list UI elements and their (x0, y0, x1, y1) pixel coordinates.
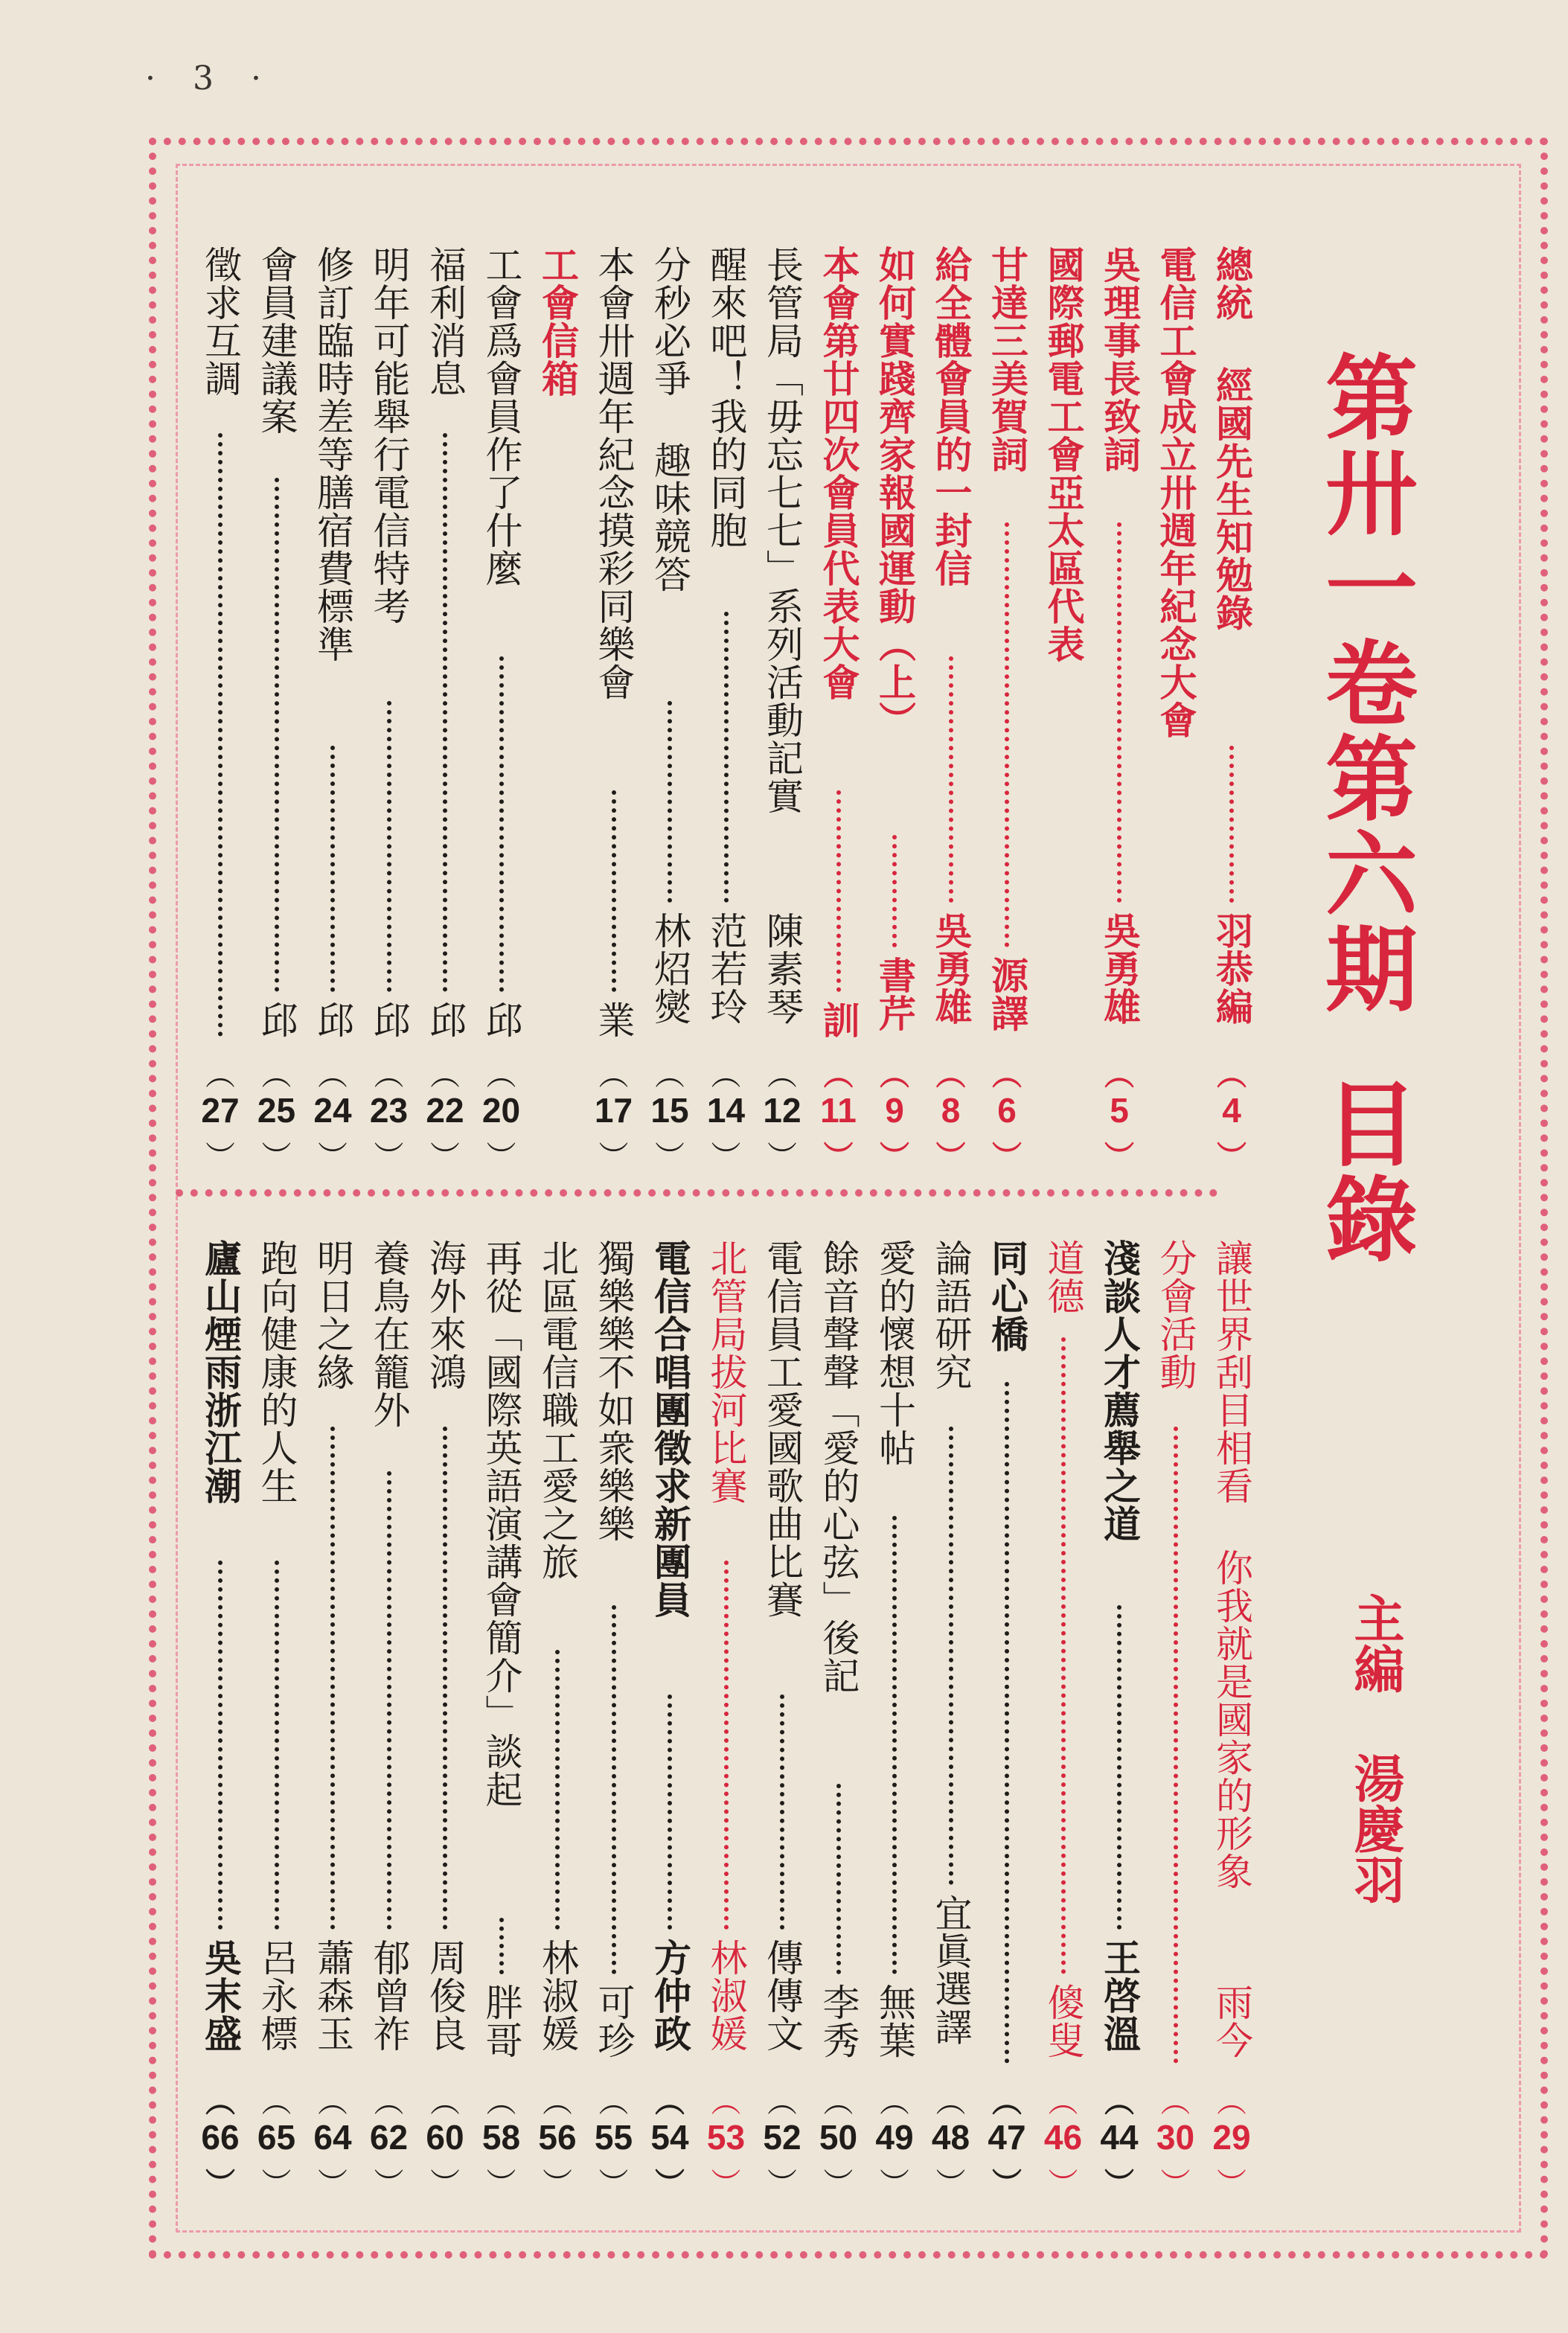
editor-name: 湯慶羽 (1345, 1753, 1405, 1904)
paren-close: ︶ (655, 2166, 685, 2201)
toc-entry-page: 22 (426, 1091, 464, 1130)
toc-entry[interactable] (1150, 246, 1202, 1202)
paren-open: ︵ (992, 1057, 1022, 1092)
paren-close: ︶ (823, 1139, 854, 1174)
toc-entry-page: 20 (481, 1091, 521, 1130)
dot-leader (612, 1605, 616, 1974)
toc-entry-title: 長管局「毋忘七七」系列活動記實 (761, 246, 804, 815)
toc-entry[interactable] (700, 1239, 752, 2229)
toc-entry-title: 吳理事長致詞 (1098, 246, 1142, 473)
paren-close: ︶ (880, 2167, 909, 2201)
toc-entry[interactable] (644, 246, 696, 1202)
toc-entry[interactable] (194, 1239, 246, 2229)
paren-open: ︵ (430, 2085, 460, 2119)
paren-open: ︵ (880, 1057, 909, 1092)
toc-entry-page: 54 (650, 2118, 689, 2157)
paren-open: ︵ (374, 1058, 404, 1092)
toc-entry-page: 55 (594, 2118, 633, 2157)
toc-entry-page: 46 (1043, 2118, 1083, 2157)
dot-leader (275, 1561, 279, 1930)
paren-close: ︶ (374, 2167, 404, 2201)
paren-close: ︶ (318, 2167, 348, 2201)
paren-open: ︵ (261, 2085, 292, 2119)
toc-entry-author: 吳末盛 (199, 1939, 243, 2052)
paren-close: ︶ (655, 1140, 685, 1174)
toc-entry[interactable] (756, 1239, 808, 2229)
dot-leader (218, 1561, 223, 1930)
toc-entry-page: 60 (426, 2118, 464, 2157)
toc-entry-author: 無葉 (873, 1983, 916, 2059)
toc-entry-page: 4 (1222, 1091, 1241, 1130)
paren-open: ︵ (318, 1058, 348, 1092)
toc-entry-page: 24 (313, 1091, 352, 1130)
toc-entry-page: 66 (201, 2118, 240, 2157)
paren-close: ︶ (1217, 1139, 1247, 1174)
toc-entry-page: 44 (1100, 2118, 1139, 2157)
toc-entry-page: 23 (369, 1091, 409, 1130)
toc-entry-author: 羽恭編 (1210, 912, 1254, 1025)
paren-open: ︵ (318, 2085, 348, 2119)
toc-entry[interactable] (194, 246, 246, 1202)
toc-entry-page: 15 (650, 1091, 689, 1130)
toc-entry[interactable] (588, 246, 640, 1202)
paren-open: ︵ (823, 1057, 854, 1092)
toc-entry[interactable] (1150, 1239, 1202, 2229)
dot-leader (499, 1918, 504, 1974)
toc-entry-title: 同心橋 (985, 1239, 1029, 1353)
dot-leader (330, 746, 335, 992)
toc-entry[interactable] (925, 246, 977, 1202)
dot-leader (949, 1427, 953, 1885)
toc-entry-author: 呂永標 (255, 1939, 298, 2052)
toc-entry-author: 邱 (423, 1001, 467, 1039)
paren-close: ︶ (1217, 2167, 1247, 2201)
toc-entry[interactable] (363, 246, 415, 1202)
toc-entry[interactable] (476, 246, 528, 1202)
paren-close: ︶ (935, 2167, 966, 2201)
toc-entry-page: 5 (1110, 1091, 1129, 1130)
toc-entry-author: 邱 (367, 1001, 411, 1039)
paren-close: ︶ (767, 1140, 797, 1174)
paren-open: ︵ (767, 1058, 797, 1092)
dot-leader (387, 1471, 391, 1930)
page-number: · 3 · (145, 60, 275, 97)
contents-heading: 目錄 (1310, 1076, 1418, 1267)
dot-leader (836, 1784, 841, 1974)
toc-entry-title: 分會活動 (1153, 1239, 1197, 1391)
toc-entry-title: 海外來鴻 (423, 1239, 467, 1391)
toc-entry-page: 6 (997, 1091, 1017, 1130)
toc-entry[interactable] (1093, 1239, 1145, 2229)
toc-entry-title: 跑向健康的人生 (255, 1239, 298, 1505)
toc-entry-title: 甘達三美賀詞 (985, 246, 1029, 473)
paren-open: ︵ (1217, 1057, 1247, 1092)
toc-entry[interactable] (531, 246, 583, 1202)
toc-entry[interactable] (1206, 1239, 1258, 2229)
dot-leader (499, 656, 504, 992)
toc-entry-page: 9 (885, 1091, 904, 1130)
toc-entry-page: 48 (931, 2118, 970, 2157)
toc-entry-title: 醒來吧！我的同胞 (704, 246, 748, 549)
toc-entry-author: 陳素琴 (761, 912, 804, 1025)
paren-close: ︶ (992, 1139, 1022, 1174)
toc-entry-title: 電信工會成立卅週年紀念大會 (1153, 246, 1198, 739)
toc-entry-page: 14 (706, 1091, 746, 1130)
paren-close: ︶ (486, 1140, 516, 1174)
toc-entry-page: 11 (820, 1091, 857, 1130)
toc-entry-author: 周俊良 (423, 1939, 467, 2052)
toc-entry-page: 17 (594, 1091, 633, 1130)
toc-entry-title: 電信員工愛國歌曲比賽 (761, 1239, 804, 1619)
paren-close: ︶ (486, 2167, 516, 2201)
paren-open: ︵ (598, 1058, 629, 1092)
dot-leader (218, 433, 223, 1037)
toc-entry[interactable] (1206, 246, 1258, 1202)
editor-label: 主編 (1345, 1593, 1405, 1694)
toc-entry-title: 北區電信職工愛之旅 (536, 1239, 579, 1581)
toc-entry-title: 愛的懷想十帖 (873, 1239, 916, 1467)
dot-leader (612, 790, 616, 992)
dot-leader (387, 701, 391, 992)
toc-entry[interactable] (756, 246, 808, 1202)
paren-close: ︶ (543, 2167, 572, 2201)
toc-entry-page: 53 (706, 2118, 746, 2157)
paren-close: ︶ (430, 2167, 460, 2201)
toc-entry-title: 明日之緣 (311, 1239, 354, 1391)
toc-entry-title: 讓世界刮目相看 你我就是國家的形象 (1210, 1239, 1253, 1890)
toc-entry[interactable] (307, 1239, 359, 2229)
toc-entry-author: 范若玲 (704, 912, 748, 1025)
paren-open: ︵ (823, 2085, 854, 2119)
toc-entry-author: 王啓溫 (1098, 1939, 1142, 2052)
toc-entry[interactable] (419, 1239, 471, 2229)
toc-entry-page: 49 (875, 2118, 914, 2157)
toc-entry-author: 宜眞選譯 (929, 1894, 973, 2046)
paren-close: ︶ (935, 1139, 966, 1174)
toc-entry-author: 林淑媛 (536, 1939, 579, 2052)
paren-open: ︵ (655, 2084, 685, 2119)
toc-entry-author: 邱 (255, 1001, 298, 1039)
toc-entry-title: 分秒必爭 趣味競答 (648, 246, 691, 593)
toc-entry[interactable] (363, 1239, 415, 2229)
toc-entry-author: 郁曾祚 (367, 1939, 411, 2052)
paren-close: ︶ (374, 1140, 404, 1174)
toc-entry[interactable] (1093, 246, 1145, 1202)
dot-leader (892, 835, 897, 947)
toc-entry-title: 本會卅週年紀念摸彩同樂會 (592, 246, 636, 701)
toc-entry-page: 62 (369, 2118, 409, 2157)
paren-open: ︵ (374, 2085, 404, 2119)
dot-leader (836, 790, 841, 992)
paren-close: ︶ (1104, 1139, 1134, 1174)
paren-close: ︶ (823, 2167, 854, 2201)
toc-entry[interactable] (1037, 1239, 1089, 2229)
paren-close: ︶ (318, 1140, 348, 1174)
toc-entry[interactable] (419, 246, 471, 1202)
toc-entry-page: 30 (1156, 2118, 1195, 2157)
toc-entry-title: 工會信箱 (536, 246, 580, 397)
toc-entry-title: 道德 (1041, 1239, 1085, 1315)
paren-open: ︵ (598, 2085, 629, 2119)
paren-close: ︶ (261, 2167, 292, 2201)
paren-open: ︵ (935, 2085, 966, 2119)
toc-entry[interactable] (476, 1239, 528, 2229)
toc-entry-author: 傳傳文 (761, 1939, 804, 2052)
toc-entry-title: 會員建議案 (255, 246, 298, 435)
paren-close: ︶ (711, 1140, 741, 1174)
toc-entry-author: 書芹 (873, 956, 917, 1032)
toc-entry[interactable] (531, 1239, 583, 2229)
toc-entry-page: 56 (538, 2118, 577, 2157)
toc-entry[interactable] (813, 1239, 865, 2229)
paren-open: ︵ (935, 1057, 966, 1092)
paren-open: ︵ (1104, 1057, 1134, 1092)
dot-leader (1005, 1382, 1009, 2064)
toc-entry-page: 65 (257, 2118, 296, 2157)
toc-entry-title: 總統 經國先生知勉錄 (1210, 246, 1254, 632)
toc-entry[interactable] (307, 246, 359, 1202)
paren-open: ︵ (767, 2085, 797, 2119)
toc-entry-title: 電信合唱團徵求新團員 (648, 1239, 692, 1619)
dot-leader (1174, 1427, 1178, 2064)
dot-leader (668, 1694, 672, 1930)
toc-entry-author: 李秀 (816, 1983, 860, 2059)
dot-leader (330, 1427, 335, 1930)
toc-entry-author: 林淑媛 (704, 1939, 748, 2052)
toc-entry-author: 方仲政 (648, 1939, 692, 2052)
toc-entry-author: 雨今 (1210, 1983, 1253, 2059)
paren-open: ︵ (655, 1058, 685, 1092)
toc-entry-author: 吳勇雄 (929, 912, 973, 1025)
toc-entry-author: 蕭森玉 (311, 1939, 354, 2052)
toc-entry-title: 給全體會員的一封信 (929, 246, 973, 587)
toc-entry-title: 再從「國際英語演講會簡介」談起 (479, 1239, 523, 1808)
dot-leader (1117, 522, 1121, 903)
dot-leader (724, 612, 729, 903)
paren-open: ︵ (880, 2085, 909, 2119)
issue-title (1310, 350, 1418, 1317)
toc-entry-author: 源譯 (985, 956, 1029, 1032)
dot-leader (1229, 746, 1234, 903)
dot-leader (1117, 1605, 1121, 1930)
paren-open: ︵ (711, 2085, 741, 2119)
toc-entry-author: 傻叟 (1041, 1983, 1085, 2059)
paren-open: ︵ (992, 2084, 1022, 2119)
paren-open: ︵ (711, 1058, 741, 1092)
toc-entry-author: 訓 (816, 1001, 861, 1039)
toc-entry-author: 邱 (311, 1001, 354, 1039)
paren-close: ︶ (992, 2166, 1022, 2201)
toc-entry-page: 29 (1212, 2118, 1251, 2157)
paren-open: ︵ (205, 2084, 235, 2119)
toc-entry-title: 工會爲會員作了什麼 (479, 246, 523, 587)
paren-close: ︶ (430, 1140, 460, 1174)
paren-close: ︶ (880, 1139, 909, 1174)
dot-leader (1061, 1337, 1066, 1974)
toc-entry[interactable] (813, 246, 865, 1202)
toc-entry-page: 47 (988, 2118, 1026, 2157)
paren-close: ︶ (1104, 2166, 1134, 2201)
paren-close: ︶ (598, 2167, 629, 2201)
toc-entry-title: 淺談人才薦舉之道 (1098, 1239, 1142, 1543)
toc-entry-page: 52 (763, 2118, 801, 2157)
dot-leader (275, 478, 279, 992)
toc-entry-page: 27 (201, 1091, 240, 1130)
paren-open: ︵ (205, 1058, 235, 1092)
dot-leader (949, 656, 953, 903)
toc-entry-page: 25 (257, 1091, 296, 1130)
paren-open: ︵ (486, 1058, 516, 1092)
dot-leader (443, 1427, 447, 1930)
toc-entry[interactable] (981, 246, 1033, 1202)
paren-open: ︵ (1217, 2085, 1247, 2119)
paren-close: ︶ (261, 1140, 292, 1174)
issue-volume-title: 第卅一卷第六期 (1310, 350, 1418, 1017)
toc-entry-title: 北管局拔河比賽 (704, 1239, 748, 1505)
toc-entry[interactable] (868, 1239, 921, 2229)
dot-leader (668, 701, 672, 903)
toc-entry-page: 12 (763, 1091, 801, 1130)
toc-entry-page: 64 (313, 2118, 352, 2157)
toc-entry-title: 福利消息 (423, 246, 467, 397)
toc-entry-title: 獨樂樂不如衆樂樂 (592, 1239, 636, 1543)
toc-entry-title: 徵求互調 (199, 246, 242, 397)
dot-leader (892, 1516, 897, 1974)
paren-close: ︶ (205, 2166, 235, 2201)
toc-entry[interactable] (251, 1239, 303, 2229)
paren-close: ︶ (598, 1140, 629, 1174)
toc-entry[interactable] (644, 1239, 696, 2229)
toc-entry-title: 本會第廿四次會員代表大會 (816, 246, 861, 701)
paren-close: ︶ (205, 1140, 235, 1174)
paren-open: ︵ (1048, 2085, 1078, 2119)
paren-open: ︵ (486, 2085, 516, 2119)
dot-leader (780, 1694, 784, 1930)
dot-leader (724, 1561, 729, 1930)
toc-entry-title: 論語研究 (929, 1239, 973, 1391)
paren-close: ︶ (767, 2167, 797, 2201)
toc-entry-title: 如何實踐齊家報國運動（上） (873, 246, 917, 739)
paren-open: ︵ (1160, 2085, 1191, 2119)
toc-entry[interactable] (1037, 246, 1089, 1202)
toc-entry-page: 8 (941, 1091, 961, 1130)
toc-entry-page: 50 (819, 2118, 858, 2157)
toc-entry-author: 吳勇雄 (1098, 912, 1142, 1025)
toc-entry[interactable] (588, 1239, 640, 2229)
toc-entry-title: 餘音聲聲「愛的心弦」後記 (816, 1239, 860, 1694)
toc-entry-author: 可珍 (592, 1983, 636, 2059)
paren-close: ︶ (1160, 2167, 1191, 2201)
dot-leader (555, 1650, 560, 1930)
paren-open: ︵ (1104, 2084, 1134, 2119)
dot-leader (443, 433, 447, 992)
toc-entry[interactable] (868, 246, 921, 1202)
dot-leader (1005, 522, 1009, 947)
paren-open: ︵ (261, 1058, 292, 1092)
toc-entry-title: 明年可能舉行電信特考 (367, 246, 411, 625)
paren-close: ︶ (711, 2167, 741, 2201)
toc-entry-title: 養鳥在籠外 (367, 1239, 411, 1429)
paren-open: ︵ (543, 2085, 572, 2119)
toc-entry-author: 邱 (479, 1001, 523, 1039)
toc-entry-title: 廬山煙雨浙江潮 (199, 1239, 243, 1505)
paren-open: ︵ (430, 1058, 460, 1092)
toc-entry-title: 國際郵電工會亞太區代表 (1041, 246, 1086, 663)
paren-close: ︶ (1048, 2167, 1078, 2201)
toc-entry-author: 胖哥 (479, 1983, 523, 2059)
toc-entry-author: 林炤爕 (648, 912, 691, 1025)
toc-entry[interactable] (700, 246, 752, 1202)
toc-entry-author: 業 (592, 1001, 636, 1039)
toc-entry[interactable] (251, 246, 303, 1202)
toc-entry[interactable] (981, 1239, 1033, 2229)
toc-entry[interactable] (925, 1239, 977, 2229)
toc-entry-title: 修訂臨時差等膳宿費標準 (311, 246, 354, 663)
toc-entry-page: 58 (481, 2118, 521, 2157)
